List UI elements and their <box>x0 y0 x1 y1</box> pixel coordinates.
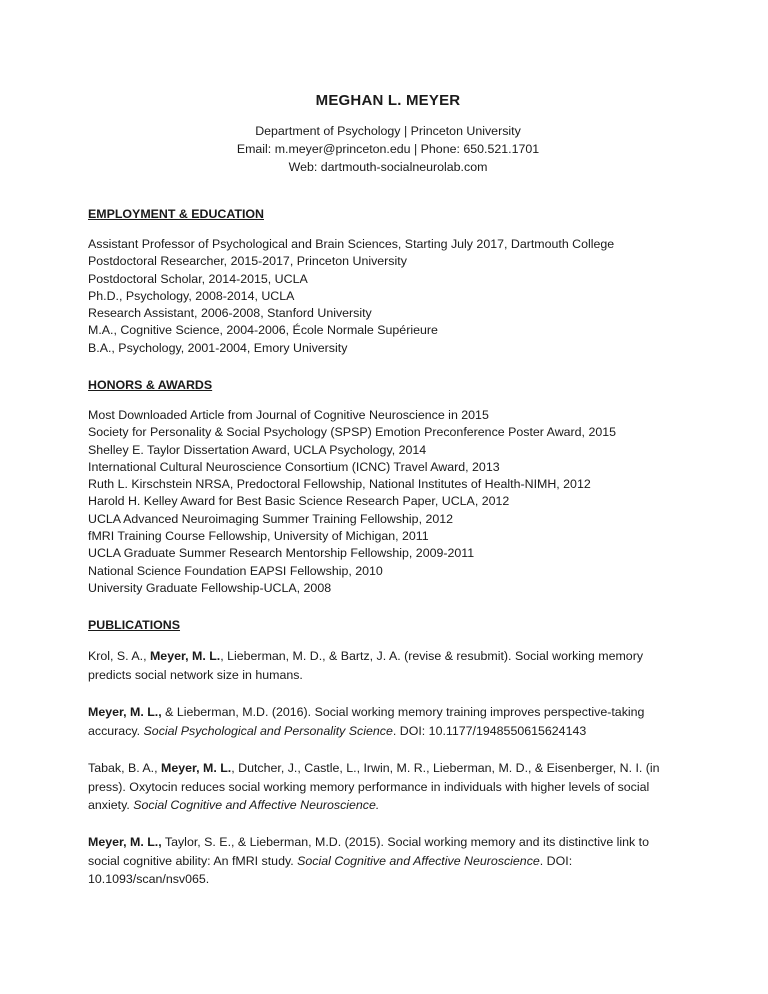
list-item: Postdoctoral Researcher, 2015-2017, Princeton University <box>88 254 407 269</box>
email-phone-line: Email: m.meyer@princeton.edu | Phone: 650.521.1701 <box>236 142 540 156</box>
pub-doi: . DOI: 10.1093/scan/nsv065. <box>88 853 573 886</box>
list-item: Most Downloaded Article from Journal of Cognitive Neuroscience in 2015 <box>88 408 489 422</box>
publications-heading: PUBLICATIONS <box>88 618 181 632</box>
pub-author-highlight: Meyer, M. L., <box>88 705 162 719</box>
publication-entry <box>88 703 678 740</box>
list-item: Harold H. Kelley Award for Best Basic Science Research Paper, UCLA, 2012 <box>88 494 510 509</box>
list-item: Society for Personality & Social Psychology (SPSP) Emotion Preconference Poster Award, 2015 <box>88 425 617 440</box>
list-item: M.A., Cognitive Science, 2004-2006, École Normale Supérieure <box>88 323 438 338</box>
honors-heading: HONORS & AWARDS <box>88 378 213 392</box>
publication-entry <box>88 647 678 684</box>
pub-author-highlight: Meyer, M. L. <box>149 649 221 663</box>
list-item: University Graduate Fellowship-UCLA, 2008 <box>88 580 332 595</box>
pub-journal: Social Cognitive and Affective Neuroscience <box>297 853 540 868</box>
publication-entry <box>88 759 678 815</box>
pub-authors: Tabak, B. A., <box>88 761 162 775</box>
pub-journal: Social Cognitive and Affective Neuroscience. <box>133 798 380 812</box>
department-line: Department of Psychology | Princeton University <box>255 124 521 138</box>
pub-text: , Lieberman, M. D., & Bartz, J. A. (revise & resubmit). Social working memory predicts social network size in humans. <box>88 649 644 682</box>
pub-text: & Lieberman, M.D. (2016). Social working memory training improves perspective-taking accuracy. <box>88 705 645 738</box>
web-line: Web: dartmouth-socialneurolab.com <box>288 160 488 174</box>
list-item: Assistant Professor of Psychological and Brain Sciences, Starting July 2017, Dartmouth College <box>88 237 615 251</box>
pub-doi: . DOI: 10.1177/1948550615624143 <box>392 723 587 738</box>
list-item: Ph.D., Psychology, 2008-2014, UCLA <box>88 288 295 303</box>
list-item: UCLA Advanced Neuroimaging Summer Training Fellowship, 2012 <box>88 511 454 526</box>
list-item: fMRI Training Course Fellowship, University of Michigan, 2011 <box>88 529 429 544</box>
cv-name: MEGHAN L. MEYER <box>315 92 461 109</box>
pub-author-highlight: Meyer, M. L., <box>88 835 162 849</box>
list-item: Ruth L. Kirschstein NRSA, Predoctoral Fellowship, National Institutes of Health-NIMH, 2012 <box>88 477 591 492</box>
list-item: International Cultural Neuroscience Consortium (ICNC) Travel Award, 2013 <box>88 459 500 474</box>
contact-block <box>88 122 688 176</box>
pub-text: , Dutcher, J., Castle, L., Irwin, M. R., Lieberman, M. D., & Eisenberger, N. I. (in press). Oxytocin reduces social working memory performance in individuals with higher levels of social anxiety. <box>88 761 660 812</box>
list-item: Postdoctoral Scholar, 2014-2015, UCLA <box>88 271 308 286</box>
list-item: Shelley E. Taylor Dissertation Award, UCLA Psychology, 2014 <box>88 442 427 457</box>
publication-entry <box>88 833 678 889</box>
pub-author-highlight: Meyer, M. L. <box>161 761 232 775</box>
honors-list <box>88 407 688 597</box>
employment-list <box>88 236 688 357</box>
list-item: National Science Foundation EAPSI Fellowship, 2010 <box>88 563 383 578</box>
list-item: B.A., Psychology, 2001-2004, Emory University <box>88 340 348 355</box>
employment-heading: EMPLOYMENT & EDUCATION <box>88 207 264 221</box>
pub-journal: Social Psychological and Personality Science <box>143 723 393 738</box>
list-item: UCLA Graduate Summer Research Mentorship Fellowship, 2009-2011 <box>88 546 475 561</box>
pub-authors: Krol, S. A., <box>88 649 150 663</box>
pub-text: Taylor, S. E., & Lieberman, M.D. (2015). Social working memory and its distinctive link to social cognitive ability: An fMRI study. <box>88 835 650 868</box>
list-item: Research Assistant, 2006-2008, Stanford University <box>88 306 372 321</box>
